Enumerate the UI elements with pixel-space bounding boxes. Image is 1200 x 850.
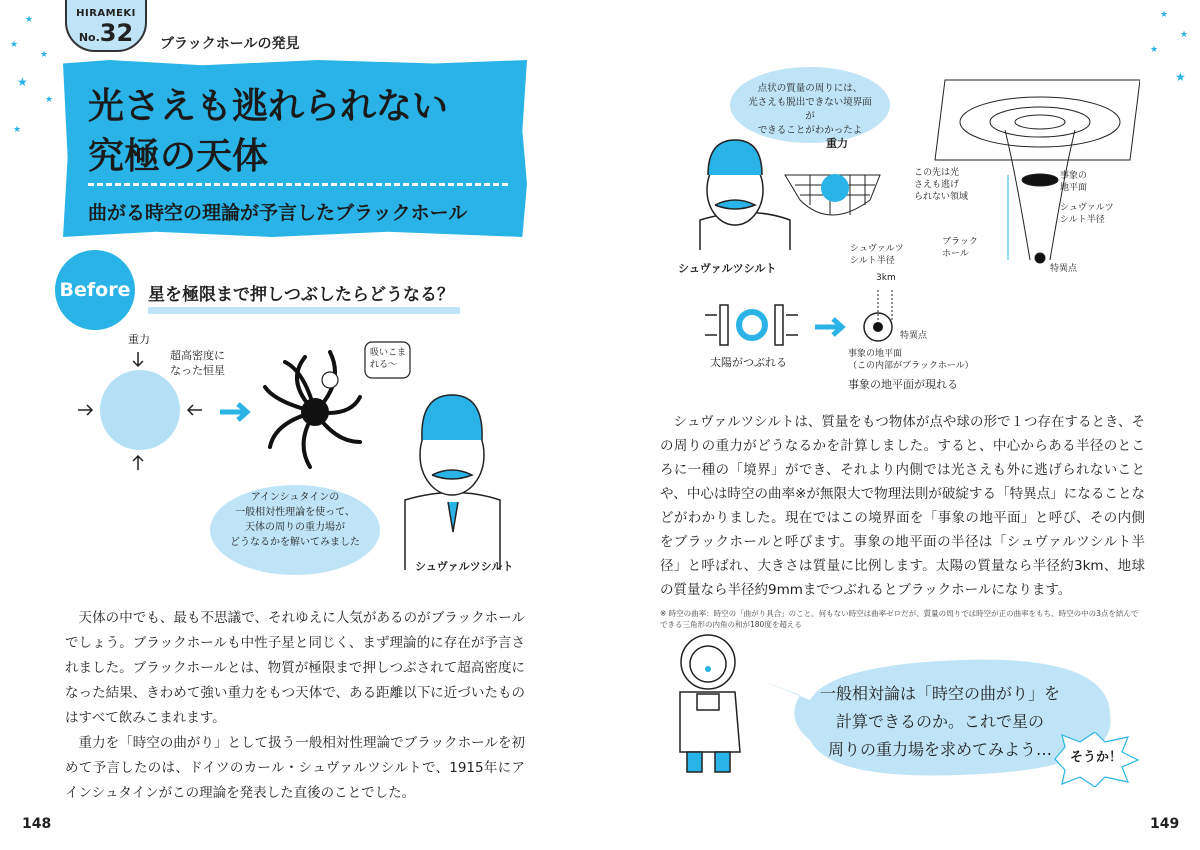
burst-text: そうか！ [1070, 750, 1123, 765]
event-horizon-label: 事象の 地平面 [1060, 171, 1088, 193]
sun-collapse-label: 太陽がつぶれる [710, 356, 787, 369]
schwarzschild-radius-label: シュヴァルツ シルト半径 [1060, 203, 1114, 225]
left-body-text: 天体の中でも、最も不思議で、それゆえに人気があるのがブラックホールでしょう。ブラックホールも中性子星と同じく、まず理論的に存在が予言されました。ブラックホールとは、物質が極限まで押しつぶされて超高密度になった結果、きわめて強い重力をもつ天体で、ある距離以下に近づいたものはすべて飲みこまれます。 重力を「時空の曲がり」として扱う一般相対性理論でブラックホールを初めて予言したのは、ドイツのカール・シュヴァルツシルトで、1915年にアインシュタインがこの理論を発表した直後のことでした。 [65, 610, 525, 801]
sucked-in-speech: 吸いこま れる〜 [370, 348, 407, 370]
before-badge: Before [55, 250, 135, 330]
page-number-left: 148 [22, 816, 52, 832]
page-subtitle: 曲がる時空の理論が予言したブラックホール [88, 202, 468, 224]
black-hole-label: ブラック ホール [942, 237, 978, 259]
badge-number: No.32 [78, 19, 134, 47]
einstein-speech-bubble: アインシュタインの 一般相対性理論を使って、 天体の周りの重力場が どうなるかを解いてみました [230, 492, 360, 548]
footnote: ※ 時空の曲率：時空の「曲がり具合」のこと。何もない時空は曲率ゼロだが、質量の周りでは時空が正の曲率をもち、時空の中の3点を結んでできる三角形の内角の和が180度を超える [660, 609, 1139, 629]
before-question: 星を極限まで押しつぶしたらどうなる？ [148, 280, 460, 314]
dense-star-label: 超高密度に なった恒星 [170, 349, 225, 377]
scientist-name: シュヴァルツシルト [415, 560, 514, 573]
astronaut-cat-illustration [665, 632, 755, 782]
page-title: 光さえも逃れられない 究極の天体 [88, 86, 449, 177]
badge-label: HIRAMEKI [76, 8, 136, 19]
schwarzschild-radius-label-2: シュヴァルツ シルト半径 [850, 244, 904, 266]
star-decoration-left: ★ ★ ★ ★ ★ ★ [10, 15, 54, 135]
right-body-text: シュヴァルツシルトは、質量をもつ物体が点や球の形で１つ存在するとき、その周りの重力がどうなるかを計算しました。すると、中心からある半径のところに一種の「境界」ができ、それより内側では光さえも外に逃げられないことや、中心は時空の曲率※が無限大で物理法則が破綻する「特異点」になることなどがわかりました。現在ではこの境界面を「事象の地平面」と呼び、その内側をブラックホールと呼びます。事象の地平面の半径は「シュヴァルツシルト半径」と呼ばれ、大きさは質量に比例します。太陽の質量なら半径約3km、地球の質量なら半径約9mmまでつぶれるとブラックホールになります。 [660, 414, 1145, 598]
radius-value: 3km [876, 273, 896, 283]
cat-speech-text: 一般相対論は「時空の曲がり」を 計算できるのか。これで星の 周りの重力場を求めてみよう… [819, 684, 1060, 759]
scientist-illustration [405, 395, 500, 570]
scientist-illustration [700, 140, 790, 250]
wave-divider [88, 183, 508, 186]
singularity-label-2: 特異点 [900, 331, 928, 341]
dense-star-figure [60, 330, 520, 580]
schwarzschild-figure [660, 60, 1140, 400]
gravity-label: 重力 [826, 137, 848, 150]
section-title: ブラックホールの発見 [160, 36, 300, 52]
star-decoration-right: ★ ★ ★ ★ [1150, 10, 1189, 84]
event-horizon-appears-label: 事象の地平面が現れる [848, 378, 958, 391]
page-number-right: 149 [1150, 816, 1180, 832]
hirameki-badge [65, 0, 147, 52]
no-escape-label: この先は光 さえも逃げ られない領域 [914, 168, 969, 202]
horizon-speech-bubble: 点状の質量の周りには、 光さえも脱出できない境界面が できることがわかったよ [748, 83, 872, 136]
black-hole-icon [265, 352, 360, 467]
gravity-label: 重力 [128, 333, 150, 346]
sun-collapse-diagram [705, 305, 798, 345]
event-horizon-label-2: 事象の地平面 （この内部がブラックホール） [848, 349, 974, 371]
scientist-name: シュヴァルツシルト [678, 262, 777, 275]
singularity-label: 特異点 [1050, 264, 1078, 274]
